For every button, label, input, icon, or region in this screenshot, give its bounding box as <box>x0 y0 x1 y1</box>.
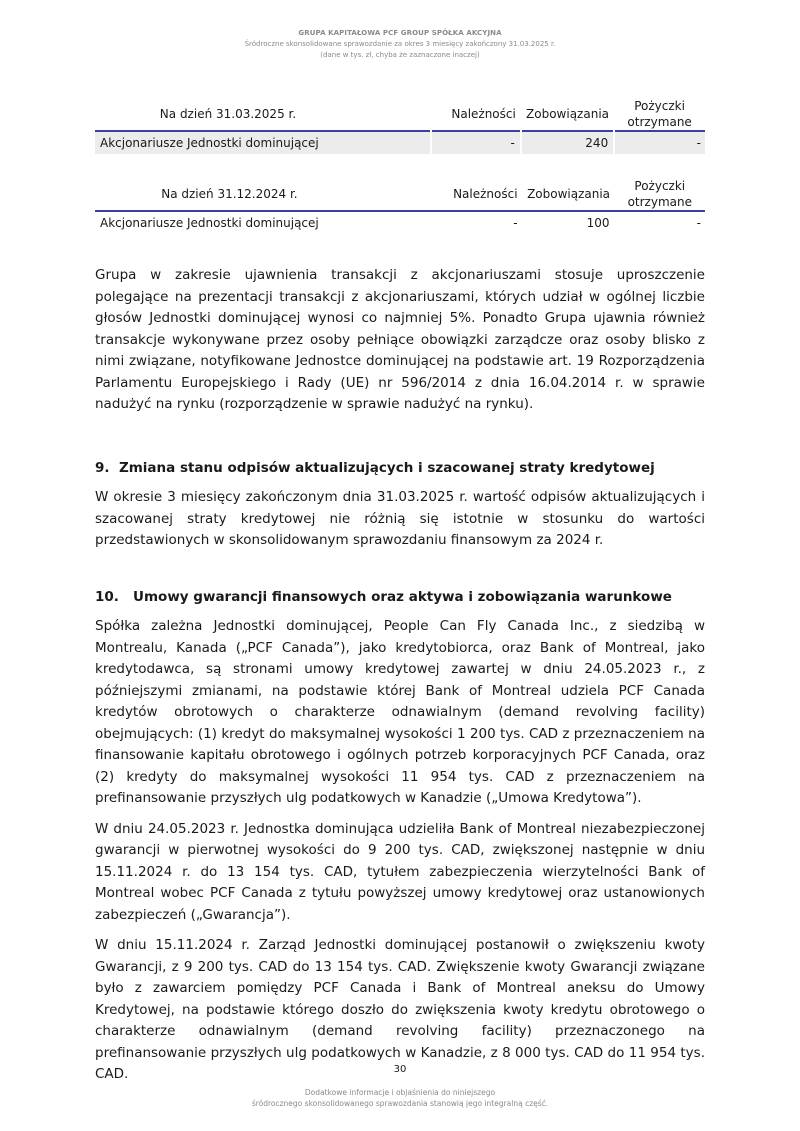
col-header-receivables: Należności <box>451 107 516 121</box>
section-9-heading <box>95 460 655 476</box>
footer-line-2: śródrocznego skonsolidowanego sprawozdania stanowią jego integralną część. <box>251 1099 549 1108</box>
section-10-paragraph-1: Spółka zależna Jednostki dominującej, People Can Fly Canada Inc., z siedzibą w Montrealu, Kanada („PCF Canada”), jako kredytobiorca, oraz Bank of Montreal, jako kredytodawca, są stronami umowy kredytowej zawartej w dniu 24.05.2023 r., z późniejszymi zmianami, na podstawie której Bank of Montreal udziela PCF Canada kredytów obrotowych o charakterze odnawialnym (demand revolving facility) obejmujących: (1) kredyt do maksymalnej wysokości 1 200 tys. CAD z przeznaczeniem na finansowanie kapitału obrotowego i ogólnych potrzeb korporacyjnych PCF Canada, oraz (2) kredyty do maksymalnej wysokości 11 954 tys. CAD z przeznaczeniem na prefinansowanie przyszłych ulg podatkowych w Kanadzie („Umowa Kredytowa”). <box>95 618 705 806</box>
footer-line-1: Dodatkowe informacje i objaśnienia do niniejszego <box>304 1088 496 1097</box>
cell-liabilities: 240 <box>521 131 614 154</box>
cell-loans: - <box>696 216 701 230</box>
table-header-row <box>95 98 705 131</box>
intro-paragraph: Grupa w zakresie ujawnienia transakcji z akcjonariuszami stosuje uproszczenie polegające na prezentacji transakcji z akcjonariuszami, których udział w ogólnej liczbie głosów Jednostki dominującej wynosi co najmniej 5%. Ponadto Grupa ujawnia również transakcje wykonywane przez osoby pełniące obowiązki zarządcze oraz osoby blisko z nimi związane, notyfikowane Jednostce dominującej na podstawie art. 19 Rozporządzenia Parlamentu Europejskiego i Rady (UE) nr 596/2014 z dnia 16.04.2014 r. w sprawie nadużyć na rynku (rozporządzenie w sprawie nadużyć na rynku). <box>95 267 705 412</box>
col-header-liabilities: Zobowiązania <box>527 187 611 201</box>
table-header-row <box>95 178 705 211</box>
table-row <box>95 211 705 234</box>
section-9-body <box>95 487 705 561</box>
section-10-paragraph-3: W dniu 15.11.2024 r. Zarząd Jednostki dominującej postanowił o zwiększeniu kwoty Gwarancji, z 9 200 tys. CAD do 13 154 tys. CAD. Zwiększenie kwoty Gwarancji związane było z zawarciem pomiędzy PCF Canada i Bank of Montreal aneksu do Umowy Kredytowej, na podstawie którego doszło do zwiększenia kwoty kredytu obrotowego o charakterze odnawialnym (demand revolving facility) przeznaczonego na prefinansowanie przyszłych ulg podatkowych w Kanadzie, z 8 000 tys. CAD do 11 954 tys. CAD. <box>95 937 705 1082</box>
section-10-paragraph-2: W dniu 24.05.2023 r. Jednostka dominująca udzieliła Bank of Montreal niezabezpieczonej gwarancji w pierwotnej wysokości do 9 200 tys. CAD, zwiększonej następnie w dniu 15.11.2024 r. do 13 154 tys. CAD, tytułem zabezpieczenia wierzytelności Bank of Montreal wobec PCF Canada z tytułu powyższej umowy kredytowej oraz ustanowionych zabezpieczeń („Gwarancja”). <box>95 820 705 923</box>
related-party-table-q1-2025 <box>95 98 705 154</box>
section-9-paragraph: W okresie 3 miesięcy zakończonym dnia 31.03.2025 r. wartość odpisów aktualizujących i szacowanej straty kredytowej nie różnią się istotnie w stosunku do wartości przedstawionych w skonsolidowanym sprawozdaniu finansowym za 2024 r. <box>95 489 705 548</box>
col-header-loans: Pożyczki otrzymane <box>627 99 692 129</box>
intro-section <box>95 265 705 425</box>
header-units-note: (dane w tys. zł, chyba że zaznaczone inaczej) <box>320 51 480 59</box>
header-report-title: Śródroczne skonsolidowane sprawozdanie za okres 3 miesięcy zakończony 31.03.2025 r. <box>244 40 556 48</box>
header-company: GRUPA KAPITAŁOWA PCF GROUP SPÓŁKA AKCYJNA <box>298 29 502 37</box>
cell-receivables: - <box>431 131 521 154</box>
page-footer <box>0 1087 800 1109</box>
cell-loans: - <box>614 131 705 154</box>
page-number: 30 <box>393 1064 407 1075</box>
section-10-body <box>95 616 705 1095</box>
row-label: Akcjonariusze Jednostki dominującej <box>100 216 319 230</box>
related-party-table-2024 <box>95 178 705 234</box>
section-10-title: Umowy gwarancji finansowych oraz aktywa i zobowiązania warunkowe <box>133 589 672 605</box>
section-10-number: 10. <box>95 589 119 605</box>
section-10-heading <box>95 589 672 605</box>
section-9-title: Zmiana stanu odpisów aktualizujących i szacowanej straty kredytowej <box>118 460 655 476</box>
col-header-date: Na dzień 31.12.2024 r. <box>161 187 298 201</box>
col-header-receivables: Należności <box>453 187 518 201</box>
page-header <box>0 28 800 61</box>
col-header-liabilities: Zobowiązania <box>526 107 609 121</box>
row-label: Akcjonariusze Jednostki dominującej <box>95 131 431 154</box>
cell-liabilities: 100 <box>586 216 610 230</box>
table-row <box>95 131 705 154</box>
cell-receivables: - <box>513 216 518 230</box>
col-header-date: Na dzień 31.03.2025 r. <box>159 107 297 121</box>
col-header-loans: Pożyczki otrzymane <box>627 179 692 209</box>
section-9-number: 9. <box>95 460 110 476</box>
